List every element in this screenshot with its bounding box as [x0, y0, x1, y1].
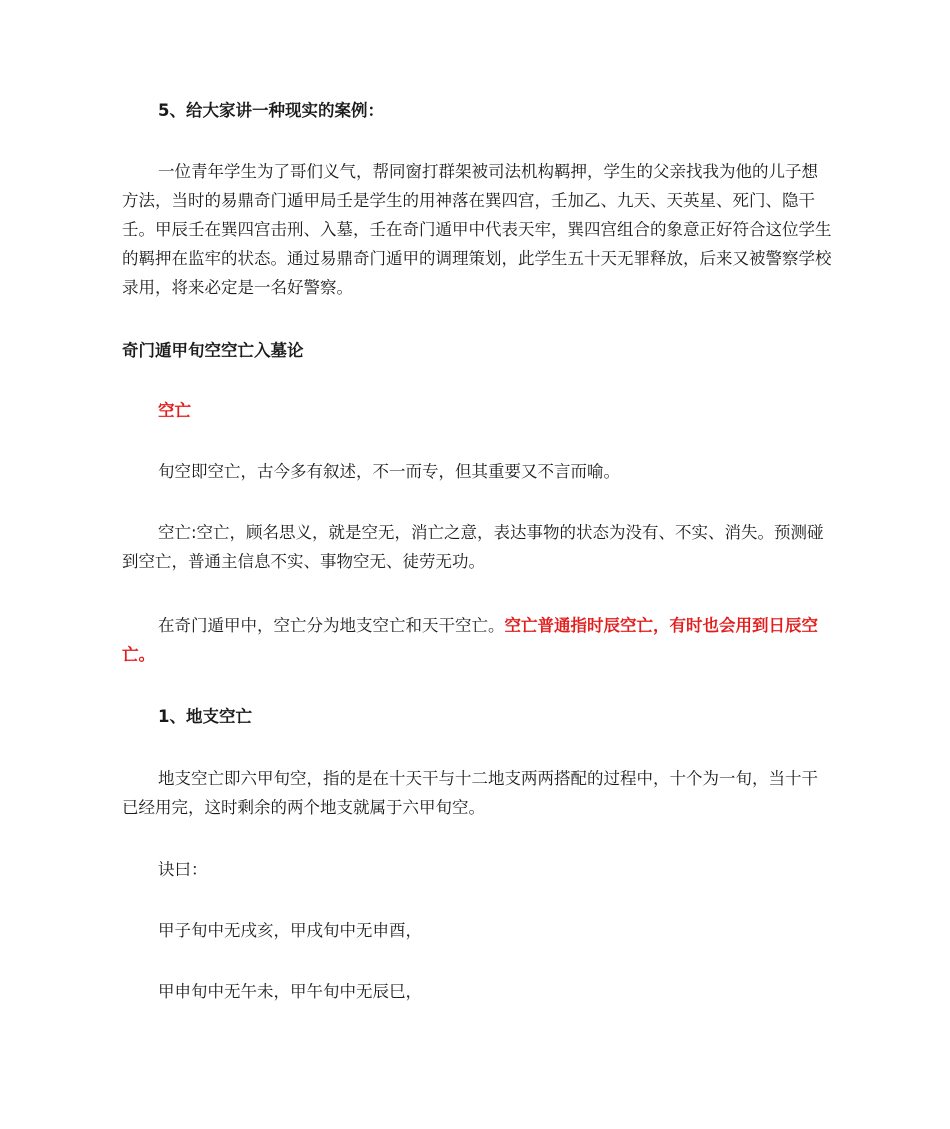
sub-heading-dizhi-kongwang: 1、地支空亡 [158, 707, 252, 726]
division-normal-text: 在奇门遁甲中，空亡分为地支空亡和天干空亡。 [158, 616, 505, 635]
paragraph-kongwang-definition: 空亡:空亡，顾名思义，就是空无，消亡之意，表达事物的状态为没有、不实、消失。预测碰到空亡，普通主信息不实、事物空无、徒劳无功。 [122, 523, 824, 571]
red-heading-kongwang: 空亡 [158, 401, 191, 420]
paragraph-xunkong: 旬空即空亡，古今多有叙述，不一而专，但其重要又不言而喻。 [158, 462, 620, 481]
paragraph-kongwang-division [122, 611, 834, 669]
case-heading: 5、给大家讲一种现实的案例： [158, 101, 384, 120]
case-paragraph: 一位青年学生为了哥们义气，帮同窗打群架被司法机构羁押，学生的父亲找我为他的儿子想方法，当时的易鼎奇门遁甲局壬是学生的用神落在巽四宫，壬加乙、九天、天英星、死门、隐干壬。甲辰壬在巽四宫击刑、入墓，壬在奇门遁甲中代表天牢，巽四宫组合的象意正好符合这位学生的羁押在监牢的状态。通过易鼎奇门遁甲的调理策划，此学生五十天无罪释放，后来又被警察学校录用，将来必定是一名好警察。 [122, 162, 832, 297]
paragraph-dizhi-kongwang: 地支空亡即六甲旬空，指的是在十天干与十二地支两两搭配的过程中，十个为一旬，当十干已经用完，这时剩余的两个地支就属于六甲旬空。 [122, 769, 818, 817]
verse-line-2: 甲申旬中无午未，甲午旬中无辰巳， [158, 982, 422, 1001]
division-emphasis-text: 空亡普通指时辰空亡，有时也会用到日辰空亡。 [122, 616, 818, 664]
jue-label: 诀曰： [158, 860, 208, 879]
section-title: 奇门遁甲旬空空亡入墓论 [122, 341, 304, 360]
verse-line-1: 甲子旬中无戌亥，甲戌旬中无申酉， [158, 921, 422, 940]
